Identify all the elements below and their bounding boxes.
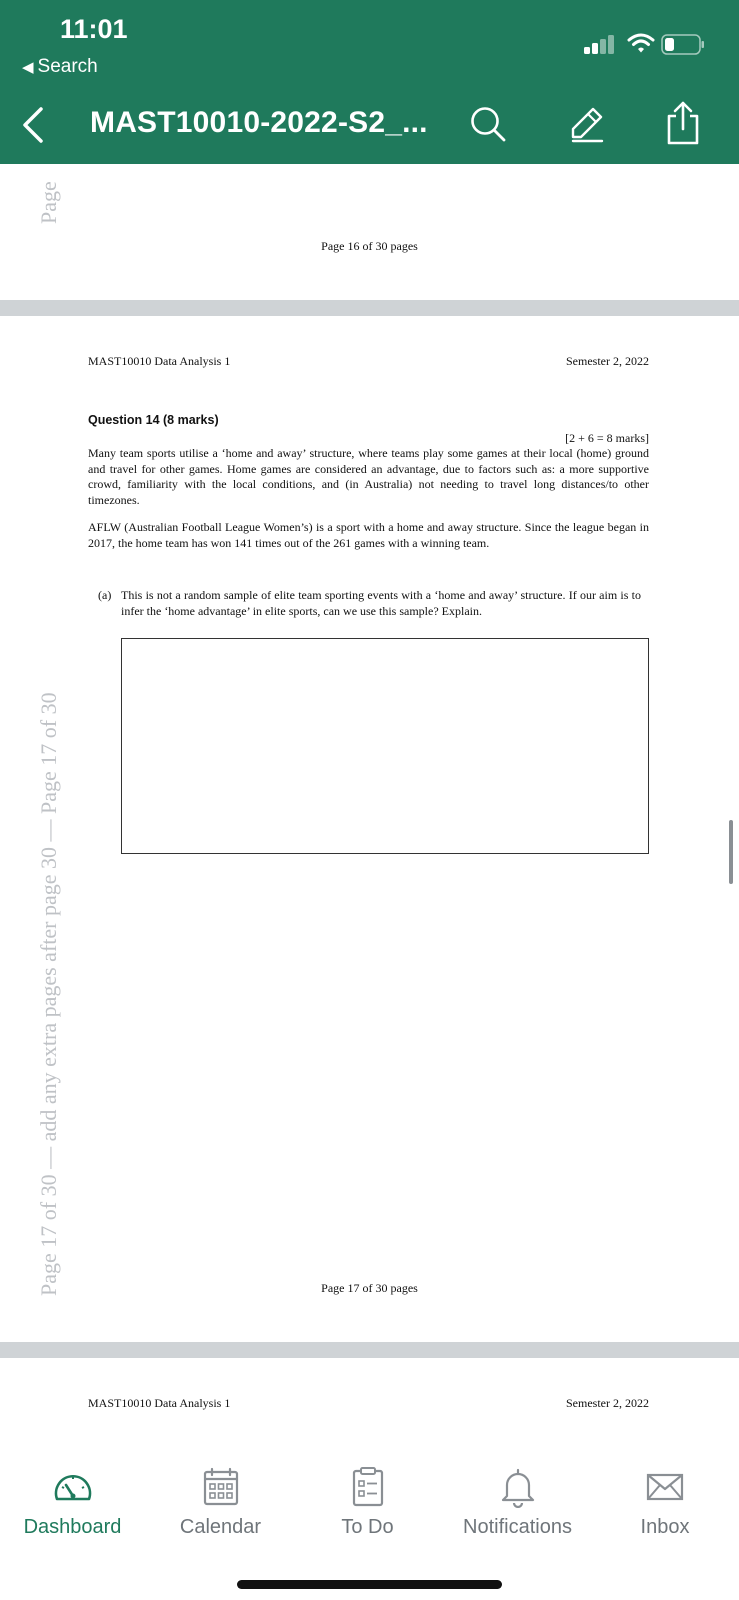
page16-footer: Page 16 of 30 pages xyxy=(321,239,418,253)
scrollbar[interactable] xyxy=(729,820,733,884)
wifi-icon xyxy=(627,32,655,54)
top-bar xyxy=(0,0,739,164)
page17-footer: Page 17 of 30 pages xyxy=(321,1281,418,1295)
battery-icon xyxy=(661,34,705,55)
cellular-signal-icon xyxy=(584,34,618,54)
tab-inbox[interactable] xyxy=(605,1452,725,1542)
tab-calendar[interactable] xyxy=(158,1452,283,1542)
tab-inbox-label: Inbox xyxy=(640,1516,690,1538)
status-time: 11:01 xyxy=(60,14,128,44)
status-back-label: Search xyxy=(37,56,98,77)
page-gap xyxy=(0,1342,739,1358)
page16-margin-text: Page xyxy=(36,181,61,224)
pdf-viewer[interactable] xyxy=(0,164,739,1452)
bell-icon xyxy=(497,1466,539,1508)
todo-clipboard-icon xyxy=(347,1466,389,1508)
page18-header-left: MAST10010 Data Analysis 1 xyxy=(88,1396,231,1410)
page18-header-right: Semester 2, 2022 xyxy=(566,1396,649,1410)
tab-calendar-label: Calendar xyxy=(179,1516,262,1538)
page17-header-right: Semester 2, 2022 xyxy=(566,354,649,368)
dashboard-gauge-icon xyxy=(52,1466,94,1508)
share-icon[interactable] xyxy=(663,100,703,146)
tab-dashboard-label: Dashboard xyxy=(23,1516,122,1538)
question-marks: [2 + 6 = 8 marks] xyxy=(565,431,649,445)
home-indicator[interactable] xyxy=(237,1580,502,1589)
page17-margin-text: Page 17 of 30 — add any extra pages after page 30 — Page 17 of 30 xyxy=(36,692,61,1296)
back-chevron-icon[interactable] xyxy=(20,105,46,145)
question-paragraph-1: Many team sports utilise a ‘home and away’ structure, where teams play some games at their local (home) ground and travel for other games. Home games are considered an advantage, due to factors such as: a more supportive crowd, familiarity with the local conditions, and (in Australia) not needing to travel long distances/to other timezones. xyxy=(88,446,649,507)
calendar-icon xyxy=(200,1466,242,1508)
envelope-icon xyxy=(644,1466,686,1508)
part-a-label: (a) xyxy=(98,588,112,602)
tab-dashboard[interactable] xyxy=(10,1452,135,1542)
question-paragraph-2: AFLW (Australian Football League Women’s) is a sport with a home and away structure. Since the league began in 2017, the home team has won 141 times out of the 261 games with a winning team. xyxy=(88,520,649,550)
part-a-text: This is not a random sample of elite team sporting events with a ‘home and away’ structure. If our aim is to infer the ‘home advantage’ in elite sports, can we use this sample? Explain. xyxy=(121,588,641,618)
question-title: Question 14 (8 marks) xyxy=(88,413,219,427)
page-gap xyxy=(0,300,739,316)
document-title: MAST10010-2022-S2_... xyxy=(90,106,428,139)
page17-header-left: MAST10010 Data Analysis 1 xyxy=(88,354,231,368)
back-triangle-icon: ◀ xyxy=(22,59,34,76)
tab-todo-label: To Do xyxy=(341,1516,394,1538)
tab-notifications[interactable] xyxy=(450,1452,585,1542)
status-back-to-app[interactable] xyxy=(22,56,98,78)
search-icon[interactable] xyxy=(468,104,508,144)
tab-notifications-label: Notifications xyxy=(463,1516,572,1538)
tab-todo[interactable] xyxy=(305,1452,430,1542)
answer-box[interactable] xyxy=(121,638,649,854)
annotate-pen-icon[interactable] xyxy=(566,104,606,144)
bottom-tab-bar xyxy=(0,1452,739,1600)
